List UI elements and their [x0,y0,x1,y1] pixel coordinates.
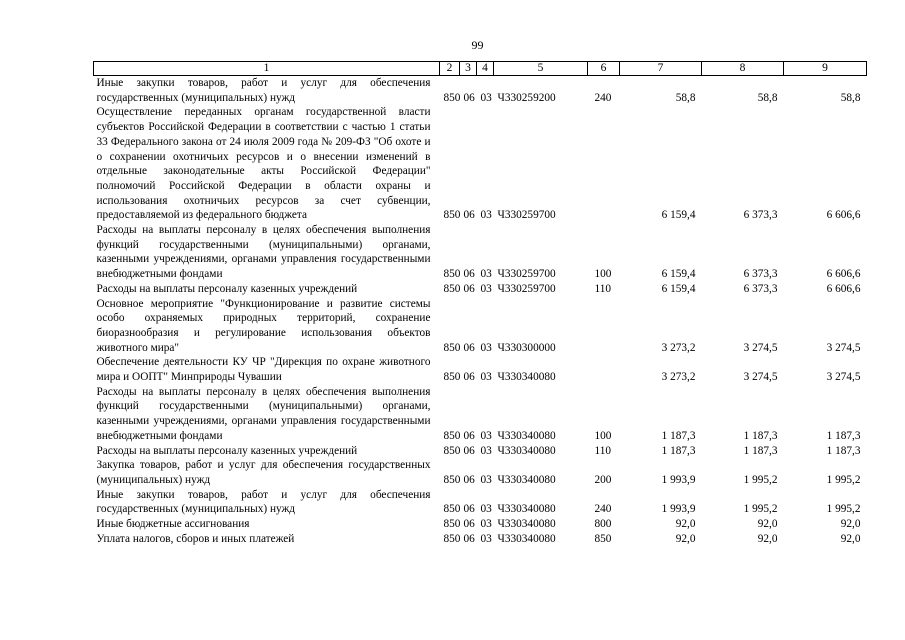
row-amount-year-2: 92,0 [757,518,778,531]
row-amount-year-2: 6 373,3 [743,268,778,281]
table-row [94,355,867,384]
row-name: Расходы на выплаты персоналу в целях обеспечения выполнения функций государственными (муниципальными) органами, казенными учреждениями, органами управления государственными внебюджетными фондами [96,224,431,281]
row-amount-year-3: 1 995,2 [826,473,861,486]
row-ministry-code: 850 [443,444,461,457]
row-amount-year-3: 92,0 [840,518,861,531]
row-section-code: 06 [463,268,475,281]
column-number-3: 3 [460,62,477,76]
row-expense-type: 240 [594,503,612,516]
budget-table-container [93,61,866,547]
row-expense-type: 100 [594,268,612,281]
row-subsection-code: 03 [480,282,492,295]
row-amount-year-3: 1 187,3 [826,444,861,457]
row-amount-year-3: 6 606,6 [826,268,861,281]
row-amount-year-2: 58,8 [757,91,778,104]
row-subsection-code: 03 [480,91,492,104]
row-amount-year-1: 3 273,2 [661,371,696,384]
row-target-article: Ч330340080 [497,444,556,457]
row-amount-year-1: 92,0 [675,518,696,531]
column-number-5: 5 [494,62,588,76]
row-amount-year-3: 1 187,3 [826,429,861,442]
column-number-row [94,62,867,76]
table-row [94,297,867,356]
row-ministry-code: 850 [443,91,461,104]
row-amount-year-1: 1 993,9 [661,503,696,516]
row-amount-year-3: 92,0 [840,532,861,545]
row-subsection-code: 03 [480,268,492,281]
row-amount-year-3: 6 606,6 [826,282,861,295]
row-expense-type: 110 [594,282,612,295]
row-amount-year-1: 6 159,4 [661,209,696,222]
row-section-code: 06 [463,282,475,295]
page-number: 99 [471,38,484,52]
row-amount-year-2: 1 995,2 [743,503,778,516]
row-target-article: Ч330259700 [497,209,556,222]
row-name: Осуществление переданных органам государственной власти субъектов Российской Федерации в соответствии с частью 1 статьи 33 Федерального закона от 24 июля 2009 года № 209-ФЗ "Об охоте и о сохранении охотничьих ресурсов и о внесении изменений в отдельные законодательные акты Российской Федерации" полномочий Российской Федерации в области охраны и использования охотничьих ресурсов за счет субвенции, предоставляемой из федерального бюджета [96,106,431,222]
budget-table [93,61,867,547]
row-amount-year-2: 92,0 [757,532,778,545]
row-expense-type: 850 [594,532,612,545]
row-amount-year-3: 1 995,2 [826,503,861,516]
row-name: Иные бюджетные ассигнования [96,518,250,531]
row-amount-year-1: 1 187,3 [661,429,696,442]
row-expense-type [588,297,620,356]
row-ministry-code: 850 [443,532,461,545]
row-target-article: Ч330340080 [497,532,556,545]
row-expense-type: 240 [594,91,612,104]
table-row [94,444,867,459]
row-target-article: Ч330259200 [497,91,556,104]
row-expense-type: 800 [594,518,612,531]
row-name: Иные закупки товаров, работ и услуг для обеспечения государственных (муниципальных) нужд [96,77,431,104]
row-amount-year-2: 6 373,3 [743,209,778,222]
row-section-code: 06 [463,91,475,104]
row-target-article: Ч330300000 [497,341,556,354]
row-ministry-code: 850 [443,429,461,442]
row-amount-year-3: 3 274,5 [826,341,861,354]
row-section-code: 06 [463,209,475,222]
row-ministry-code: 850 [443,341,461,354]
table-row [94,517,867,532]
column-number-4: 4 [477,62,494,76]
row-section-code: 06 [463,371,475,384]
table-row [94,385,867,444]
row-expense-type: 100 [594,429,612,442]
row-ministry-code: 850 [443,282,461,295]
row-subsection-code: 03 [480,473,492,486]
row-amount-year-2: 1 187,3 [743,429,778,442]
row-ministry-code: 850 [443,209,461,222]
row-amount-year-1: 58,8 [675,91,696,104]
row-subsection-code: 03 [480,371,492,384]
row-target-article: Ч330340080 [497,518,556,531]
table-row [94,105,867,223]
row-subsection-code: 03 [480,429,492,442]
row-name: Закупка товаров, работ и услуг для обеспечения государственных (муниципальных) нужд [96,459,431,486]
table-body [94,76,867,547]
table-row [94,532,867,547]
column-number-2: 2 [440,62,460,76]
row-section-code: 06 [463,503,475,516]
column-number-8: 8 [702,62,784,76]
row-name: Расходы на выплаты персоналу в целях обеспечения выполнения функций государственными (муниципальными) органами, казенными учреждениями, органами управления государственными внебюджетными фондами [96,385,431,442]
row-amount-year-1: 6 159,4 [661,282,696,295]
row-amount-year-2: 1 187,3 [743,444,778,457]
row-name: Расходы на выплаты персоналу казенных учреждений [96,282,358,295]
row-ministry-code: 850 [443,503,461,516]
row-ministry-code: 850 [443,518,461,531]
row-section-code: 06 [463,444,475,457]
table-row [94,488,867,517]
row-section-code: 06 [463,518,475,531]
row-expense-type: 200 [594,473,612,486]
table-row [94,223,867,282]
row-target-article: Ч330340080 [497,473,556,486]
row-amount-year-1: 1 187,3 [661,444,696,457]
row-amount-year-2: 6 373,3 [743,282,778,295]
row-amount-year-1: 3 273,2 [661,341,696,354]
row-amount-year-1: 92,0 [675,532,696,545]
row-ministry-code: 850 [443,371,461,384]
row-section-code: 06 [463,473,475,486]
row-amount-year-2: 1 995,2 [743,473,778,486]
column-number-1: 1 [94,62,440,76]
row-subsection-code: 03 [480,209,492,222]
row-name: Уплата налогов, сборов и иных платежей [96,532,295,545]
column-number-header [94,62,867,76]
row-name: Обеспечение деятельности КУ ЧР "Дирекция по охране животного мира и ООПТ" Минприроды Чувашии [96,356,431,384]
row-subsection-code: 03 [480,341,492,354]
row-name: Основное мероприятие "Функционирование и развитие системы особо охраняемых природных территорий, сохранение биоразнообразия и регулирование использования объектов животного мира" [96,297,431,354]
row-subsection-code: 03 [480,518,492,531]
column-number-9: 9 [784,62,867,76]
table-row [94,76,867,106]
row-section-code: 06 [463,341,475,354]
row-ministry-code: 850 [443,473,461,486]
row-section-code: 06 [463,532,475,545]
row-subsection-code: 03 [480,532,492,545]
row-name: Иные закупки товаров, работ и услуг для обеспечения государственных (муниципальных) нужд [96,488,431,516]
row-amount-year-1: 6 159,4 [661,268,696,281]
row-target-article: Ч330259700 [497,282,556,295]
row-amount-year-2: 3 274,5 [743,341,778,354]
row-subsection-code: 03 [480,444,492,457]
row-amount-year-3: 58,8 [840,91,861,104]
row-name: Расходы на выплаты персоналу казенных учреждений [96,444,358,457]
row-section-code: 06 [463,429,475,442]
table-row [94,458,867,487]
row-amount-year-3: 6 606,6 [826,209,861,222]
row-expense-type [588,355,620,384]
row-expense-type [588,105,620,223]
column-number-6: 6 [588,62,620,76]
row-target-article: Ч330340080 [497,371,556,384]
row-amount-year-1: 1 993,9 [661,473,696,486]
column-number-7: 7 [620,62,702,76]
row-target-article: Ч330340080 [497,503,556,516]
row-target-article: Ч330340080 [497,429,556,442]
row-amount-year-2: 3 274,5 [743,371,778,384]
row-amount-year-3: 3 274,5 [826,371,861,384]
row-target-article: Ч330259700 [497,268,556,281]
row-expense-type: 110 [594,444,612,457]
row-subsection-code: 03 [480,503,492,516]
table-row [94,282,867,297]
row-ministry-code: 850 [443,268,461,281]
